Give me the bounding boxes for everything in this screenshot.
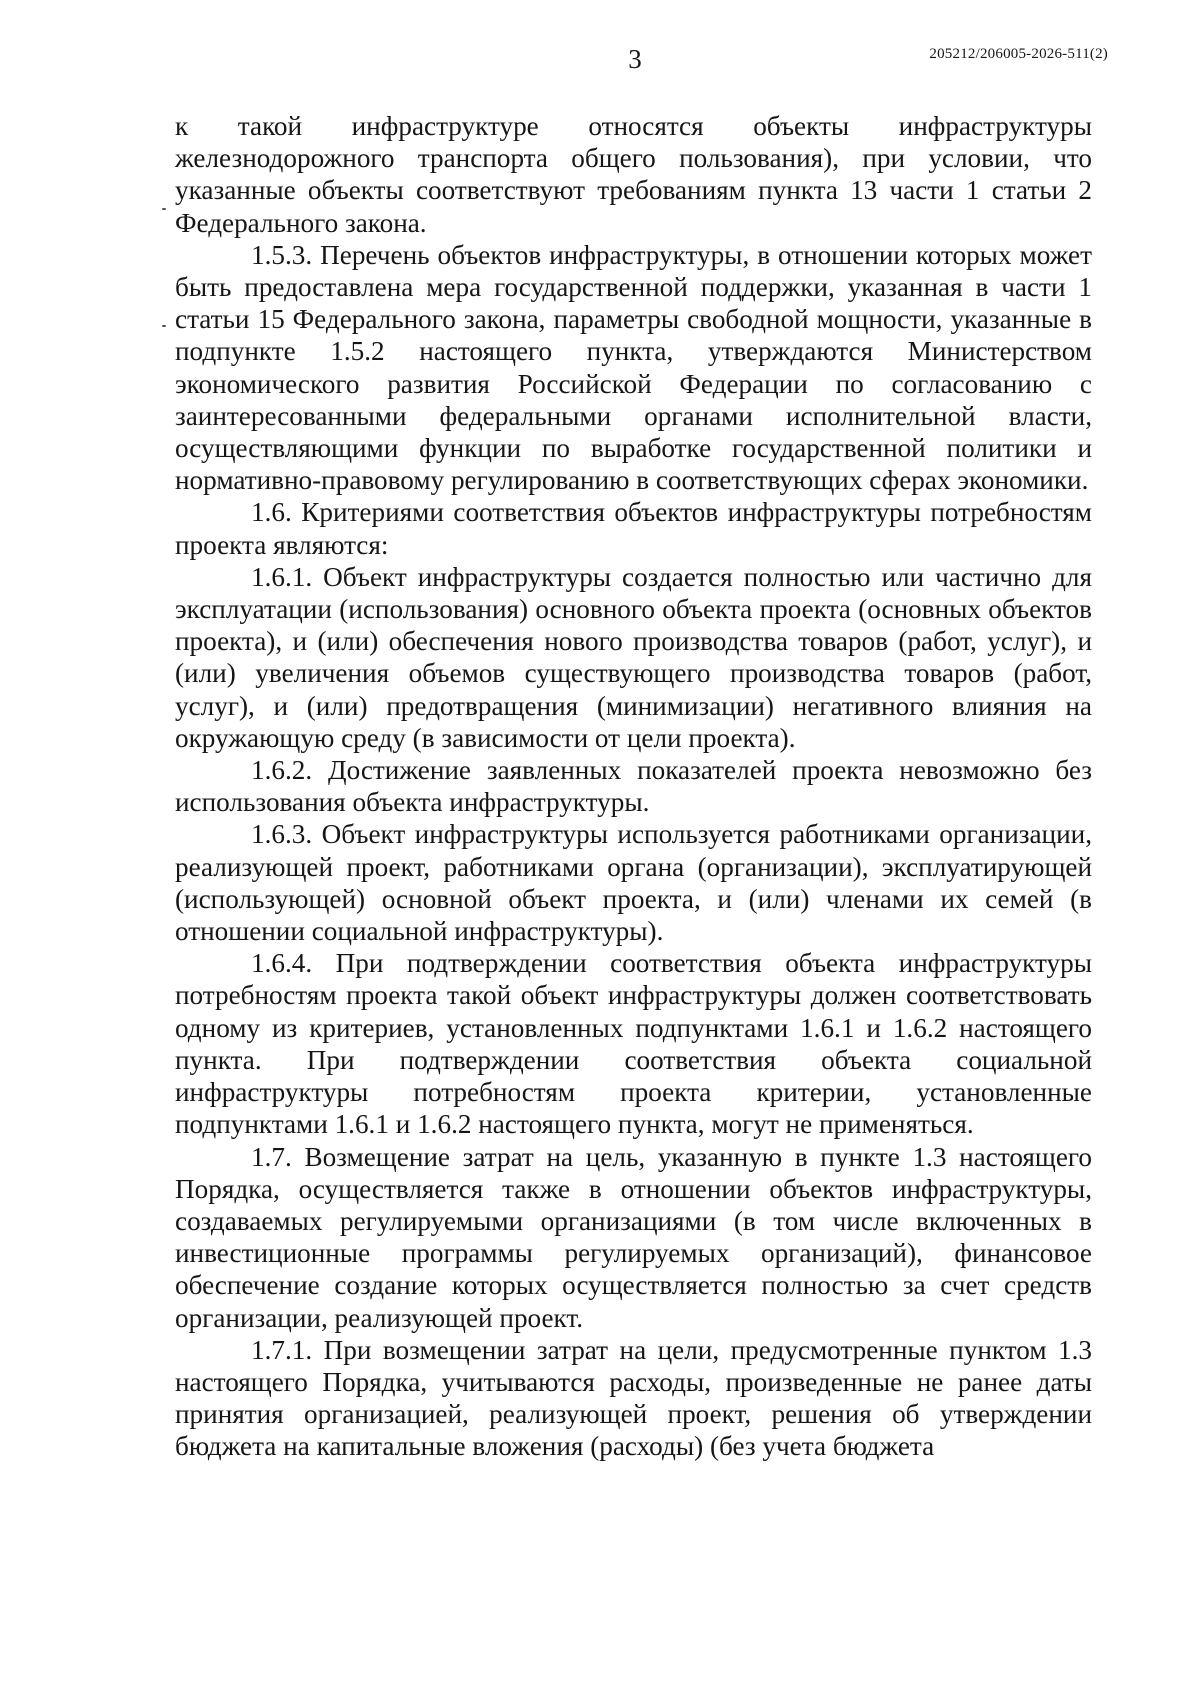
page-number: 3 <box>628 44 642 74</box>
scan-speck <box>162 325 166 327</box>
paragraph-1-6: 1.6. Критериями соответствия объектов инфраструктуры потребностям проекта являются: <box>175 497 1092 560</box>
paragraph-1-5-3: 1.5.3. Перечень объектов инфраструктуры, в отношении которых может быть предоставлена мера государственной поддержки, указанная в части 1 статьи 15 Федерального закона, параметры свободной мощности, указанные в подпункте 1.5.2 настоящего пункта, утверждаются Министерством экономического развития Российской Федерации по согласованию с заинтересованными федеральными органами исполнительной власти, осуществляющими функции по выработке государственной политики и нормативно-правовому регулированию в соответствующих сферах экономики. <box>175 239 1092 496</box>
document-body <box>175 110 1092 1463</box>
paragraph: к такой инфраструктуре относятся объекты инфраструктуры железнодорожного транспорта общего пользования), при условии, что указанные объекты соответствуют требованиям пункта 13 части 1 статьи 2 Федерального закона. <box>175 111 1092 238</box>
paragraph-1-6-1: 1.6.1. Объект инфраструктуры создается полностью или частично для эксплуатации (использования) основного объекта проекта (основных объектов проекта), и (или) обеспечения нового производства товаров (работ, услуг), и (или) увеличения объемов существующего производства товаров (работ, услуг), и (или) предотвращения (минимизации) негативного влияния на окружающую среду (в зависимости от цели проекта). <box>175 561 1092 753</box>
paragraph-1-6-3: 1.6.3. Объект инфраструктуры используется работниками организации, реализующей проект, работниками органа (организации), эксплуатирующей (использующей) основной объект проекта, и (или) членами их семей (в отношении социальной инфраструктуры). <box>175 819 1092 947</box>
paragraph-1-6-2: 1.6.2. Достижение заявленных показателей проекта невозможно без использования объекта инфраструктуры. <box>175 755 1092 818</box>
paragraph-1-7: 1.7. Возмещение затрат на цель, указанную в пункте 1.3 настоящего Порядка, осуществляется также в отношении объектов инфраструктуры, создаваемых регулируемыми организациями (в том числе включенных в инвестиционные программы регулируемых организаций), финансовое обеспечение создание которых осуществляется полностью за счет средств организации, реализующей проект. <box>175 1141 1092 1333</box>
scan-speck <box>162 208 166 210</box>
paragraph-1-6-4: 1.6.4. При подтверждении соответствия объекта инфраструктуры потребностям проекта такой объект инфраструктуры должен соответствовать одному из критериев, установленных подпунктами 1.6.1 и 1.6.2 настоящего пункта. При подтверждении соответствия объекта социальной инфраструктуры потребностям проекта критерии, установленные подпунктами 1.6.1 и 1.6.2 настоящего пункта, могут не применяться. <box>175 948 1092 1140</box>
paragraph-1-7-1: 1.7.1. При возмещении затрат на цели, предусмотренные пунктом 1.3 настоящего Порядка, учитываются расходы, произведенные не ранее даты принятия организацией, реализующей проект, решения об утверждении бюджета на капитальные вложения (расходы) (без учета бюджета <box>175 1334 1092 1462</box>
document-id: 205212/206005-2026-511(2) <box>929 46 1108 62</box>
